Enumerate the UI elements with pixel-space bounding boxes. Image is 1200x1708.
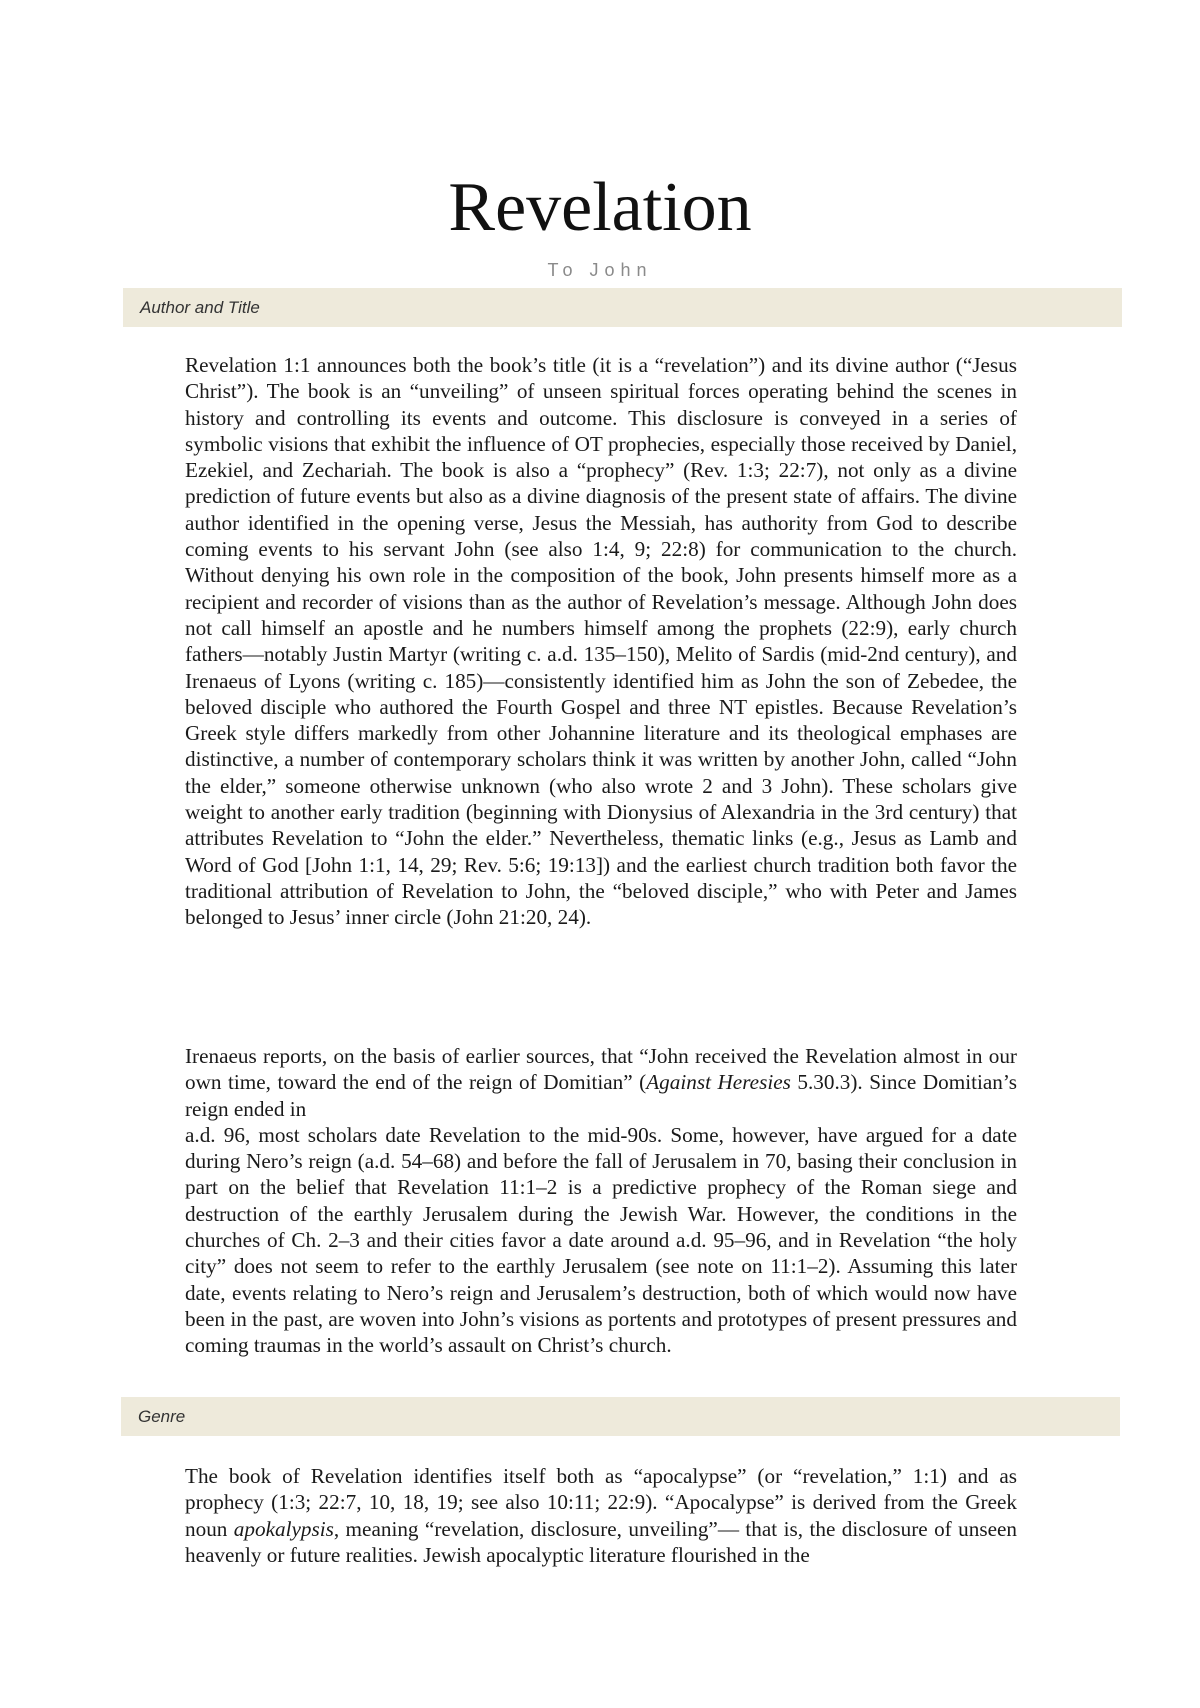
paragraph-date-continuation: a.d. 96, most scholars date Revelation to the mid-90s. Some, however, have argued for a date during Nero’s reign (a.d. 54–68) and before the fall of Jerusalem in 70, basing their conclusion in part on the belief that Revelation 11:1–2 is a predictive prophecy of the Roman siege and destruction of the earthly Jerusalem during the Jewish War. However, the conditions in the churches of Ch. 2–3 and their cities favor a date around a.d. 95–96, and in Revelation “the holy city” does not seem to refer to the earthly Jerusalem (see note on 11:1–2). Assuming this later date, events relating to Nero’s reign and Jerusalem’s destruction, both of which would now have been in the past, are woven into John’s visions as portents and prototypes of present pressures and coming traumas in the world’s assault on Christ’s church. [185,1122,1017,1358]
section-heading-author-and-title: Author and Title [123,288,1122,327]
paragraph-date [185,1043,1017,1359]
paragraph-author-and-title: Revelation 1:1 announces both the book’s title (it is a “revelation”) and its divine author (“Jesus Christ”). The book is an “unveiling” of unseen spiritual forces operating behind the scenes in history and controlling its events and outcome. This disclosure is conveyed in a series of symbolic visions that exhibit the influence of OT prophecies, especially those received by Daniel, Ezekiel, and Zechariah. The book is also a “prophecy” (Rev. 1:3; 22:7), not only as a divine prediction of future events but also as a divine diagnosis of the present state of affairs. The divine author identified in the opening verse, Jesus the Messiah, has authority from God to describe coming events to his servant John (see also 1:4, 9; 22:8) for communication to the church. Without denying his own role in the composition of the book, John presents himself more as a recipient and recorder of visions than as the author of Revelation’s message. Although John does not call himself an apostle and he numbers himself among the prophets (22:9), early church fathers—notably Justin Martyr (writing c. a.d. 135–150), Melito of Sardis (mid-2nd century), and Irenaeus of Lyons (writing c. 185)—consistently identified him as John the son of Zebedee, the beloved disciple who authored the Fourth Gospel and three NT epistles. Because Revelation’s Greek style differs markedly from other Johannine literature and its theological emphases are distinctive, a number of contemporary scholars think it was written by another John, called “John the elder,” someone otherwise unknown (who also wrote 2 and 3 John). These scholars give weight to another early tradition (beginning with Dionysius of Alexandria in the 3rd century) that attributes Revelation to “John the elder.” Nevertheless, thematic links (e.g., Jesus as Lamb and Word of God [John 1:1, 14, 29; Rev. 5:6; 19:13]) and the earliest church tradition both favor the traditional attribution of Revelation to John, the “beloved disciple,” who with Peter and James belonged to Jesus’ inner circle (John 21:20, 24). [185,353,1017,930]
document-subtitle: To John [547,260,653,280]
paragraph-genre-text-end: , meaning “revelation, disclosure, unveiling”— that is, the disclosure of unseen heavenly or future realities. Jewish apocalyptic literature flourished in the [185,1516,1017,1567]
section-heading-genre: Genre [121,1397,1120,1436]
paragraph-genre [185,1463,1017,1568]
paragraph-date-text-end: 5.30.3). Since Domitian’s reign ended in [185,1070,1017,1121]
document-title: Revelation [448,169,752,246]
paragraph-date-citation: Against Heresies [646,1070,791,1095]
paragraph-genre-text-start: The book of Revelation identifies itself both as “apocalypse” (or “revelation,” 1:1) and as prophecy (1:3; 22:7, 10, 18, 19; see also 10:11; 22:9). “Apocalypse” is derived from the Greek noun [185,1464,1017,1541]
paragraph-date-text-start: Irenaeus reports, on the basis of earlier sources, that “John received the Revelation almost in our own time, toward the end of the reign of Domitian” ( [185,1044,1017,1095]
paragraph-genre-greek-term: apokalypsis [233,1516,334,1541]
